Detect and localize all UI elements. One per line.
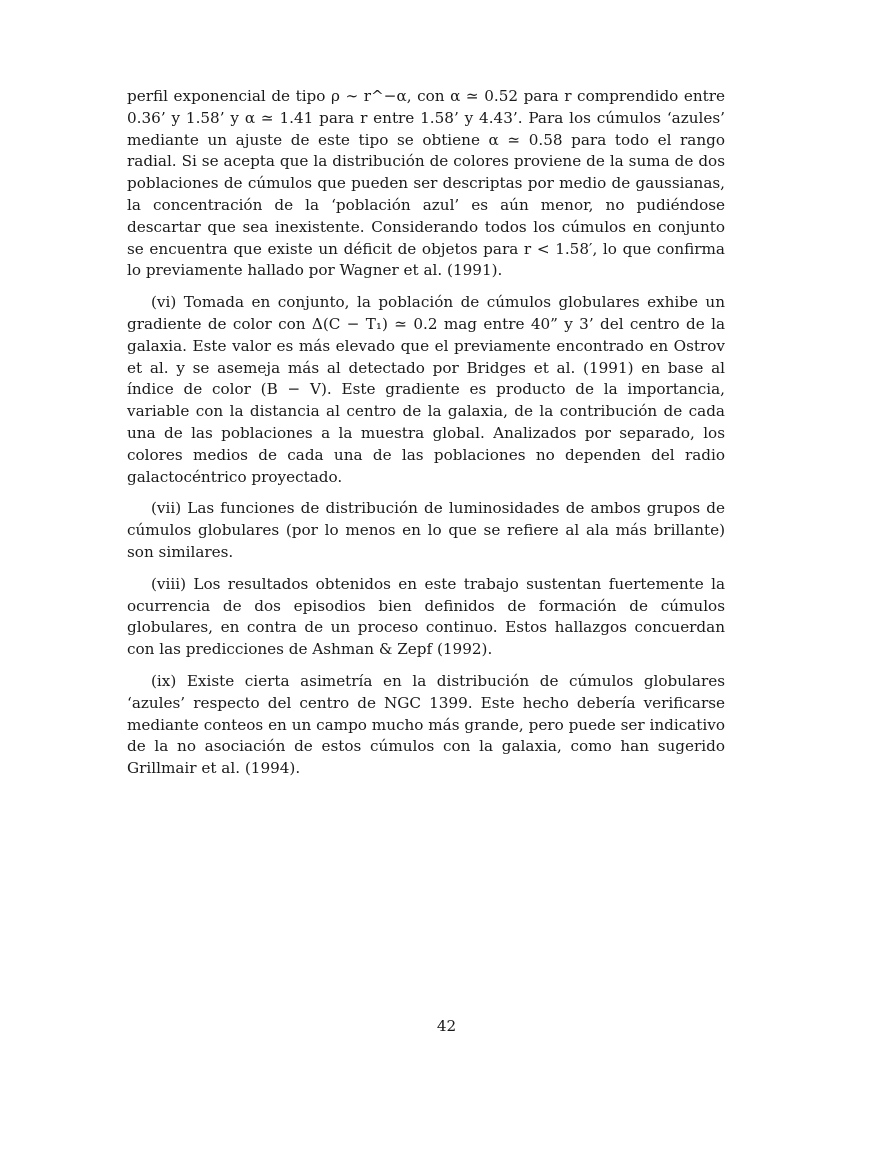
page-number: 42 [436,1017,457,1035]
paragraph-item-viii: (viii) Los resultados obtenidos en este trabajo sustentan fuertemente la ocurrencia de dos episodios bien definidos de formación de cúmulos globulares, en contra de un proceso continuo. Estos hallazgos concuerdan con las predicciones de Ashman & Zepf (1992). [127,574,725,659]
paragraph-item-vii: (vii) Las funciones de distribución de luminosidades de ambos grupos de cúmulos globulares (por lo menos en lo que se refiere al ala más brillante) son similares. [127,499,725,561]
page-body [127,86,725,790]
paragraph-item-vi: (vi) Tomada en conjunto, la población de cúmulos globulares exhibe un gradiente de color con Δ(C − T₁) ≃ 0.2 mag entre 40” y 3’ del centro de la galaxia. Este valor es más elevado que el previamente encontrado en Ostrov et al. y se asemeja más al detectado por Bridges et al. (1991) en base al índice de color (B − V). Este gradiente es producto de la importancia, variable con la distancia al centro de la galaxia, de la contribución de cada una de las poblaciones a la muestra global. Analizados por separado, los colores medios de cada una de las poblaciones no dependen del radio galactocéntrico proyectado. [127,293,725,486]
paragraph-item-ix: (ix) Existe cierta asimetría en la distribución de cúmulos globulares ‘azules’ respecto del centro de NGC 1399. Este hecho debería verificarse mediante conteos en un campo mucho más grande, pero puede ser indicativo de la no asociación de estos cúmulos con la galaxia, como han sugerido Grillmair et al. (1994). [127,671,725,778]
paragraph-continuation: perfil exponencial de tipo ρ ∼ r^−α, con α ≃ 0.52 para r comprendido entre 0.36’ y 1.58’ y α ≃ 1.41 para r entre 1.58’ y 4.43’. Para los cúmulos ‘azules’ mediante un ajuste de este tipo se obtiene α ≃ 0.58 para todo el rango radial. Si se acepta que la distribución de colores proviene de la suma de dos poblaciones de cúmulos que pueden ser descriptas por medio de gaussianas, la concentración de la ‘población azul’ es aún menor, no pudiéndose descartar que sea inexistente. Considerando todos los cúmulos en conjunto se encuentra que existe un déficit de objetos para r < 1.58′, lo que confirma lo previamente hallado por Wagner et al. (1991). [127,87,725,280]
